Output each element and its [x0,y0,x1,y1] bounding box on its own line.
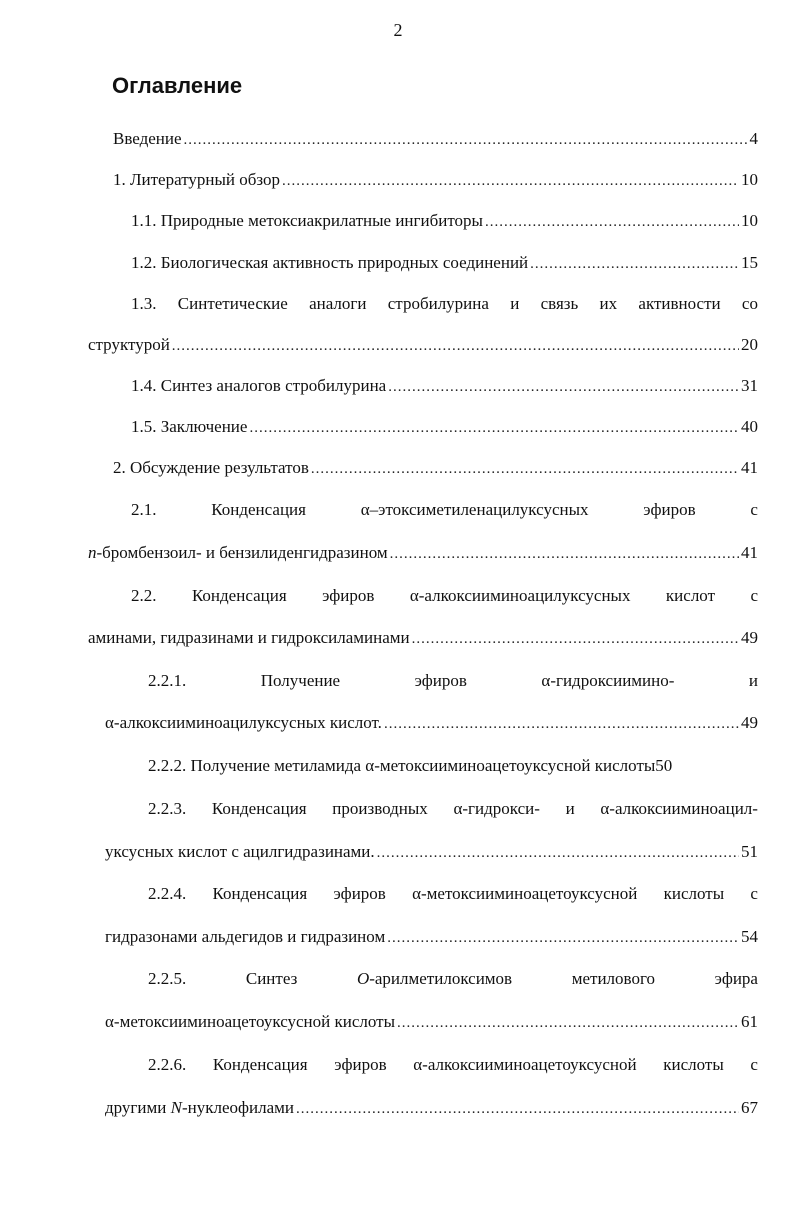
toc-entry-2-2-1-line2[interactable] [105,711,758,735]
toc-entry-2-2-5-line1[interactable] [148,967,758,991]
toc-word: α-алкоксииминоацилуксусных [409,586,631,605]
toc-word: эфиров [643,500,696,519]
toc-italic-prefix: N [170,1098,182,1117]
toc-leader-dots [397,1011,739,1035]
toc-word: 2.1. [131,500,157,519]
toc-word: и [510,294,520,313]
toc-word: 2.2. [131,586,157,605]
toc-entry-2[interactable] [113,456,758,480]
toc-word: α–этоксиметиленацилуксусных [360,500,589,519]
toc-entry-1-3-line2[interactable] [88,333,758,357]
toc-label-text: другими [105,1098,171,1117]
toc-entry-label: α-алкоксииминоацилуксусных кислот. [105,713,382,732]
toc-italic-prefix: О [356,969,370,988]
toc-word: Синтез [245,969,298,988]
toc-word: активности [638,294,721,313]
toc-entry-2-2-1-line1[interactable] [148,669,758,693]
toc-entry-2-2-6-line2[interactable] [105,1096,758,1120]
toc-word: эфиров [322,586,375,605]
toc-entry-label: 1. Литературный обзор [113,170,281,189]
toc-entry-2-2-5-line2[interactable] [105,1010,758,1034]
page-number: 2 [393,20,403,40]
toc-entry-page: 41 [741,543,758,562]
toc-word: эфиров [334,1055,387,1074]
toc-word: аналоги [309,294,367,313]
toc-entry-page: 51 [741,842,758,861]
toc-entry-1-2[interactable] [131,251,758,275]
toc-leader-dots [296,1097,739,1121]
toc-leader-dots [485,210,739,234]
toc-label-text: -арилметилоксимов [369,969,513,988]
toc-leader-dots [377,841,739,865]
toc-word: со [741,294,758,313]
toc-entry-page: 67 [741,1098,758,1117]
toc-entry-2-2-3-line2[interactable] [105,840,758,864]
toc-leader-dots [384,712,739,736]
toc-word: Конденсация [211,799,307,818]
toc-word: Получение [260,671,341,690]
toc-entry-1-5[interactable] [131,415,758,439]
toc-label-text: -нуклеофилами [181,1098,294,1117]
toc-entry-2-2-line1[interactable] [131,584,758,608]
toc-word: α-алкоксииминоацил- [600,799,758,818]
toc-entry-label [88,541,388,565]
toc-leader-dots [311,457,739,481]
toc-entry-2-1-line1[interactable] [131,498,758,522]
toc-entry-label: 1.1. Природные метоксиакрилатные ингибиторы [131,211,483,230]
toc-entry-page: 31 [741,376,758,395]
toc-word: их [599,294,618,313]
toc-entry-page: 49 [741,713,758,732]
toc-entry-2-2-line2[interactable] [88,626,758,650]
toc-word: Конденсация [212,1055,308,1074]
toc-word: α-гидроксиимино- [541,671,675,690]
toc-leader-dots [249,416,739,440]
toc-entry-page: 20 [741,335,758,354]
toc-leader-dots [388,375,739,399]
toc-leader-dots [530,252,739,276]
toc-leader-dots [412,627,739,651]
toc-entry-label: 2. Обсуждение результатов [113,458,309,477]
toc-word: 2.2.3. [148,799,187,818]
toc-word: эфира [714,969,758,988]
toc-leader-dots [184,128,748,152]
toc-entry-page: 54 [741,927,758,946]
toc-word: стробилурина [387,294,489,313]
toc-entry-page: 41 [741,458,758,477]
toc-label-text: -бромбензоил- и бензилиденгидразином [96,543,388,562]
toc-word: связь [540,294,579,313]
toc-entry-1-1[interactable] [131,209,758,233]
toc-entry-2-2-6-line1[interactable] [148,1053,758,1077]
toc-word: эфиров [414,671,467,690]
toc-word: α-алкоксииминоацетоуксусной [413,1055,637,1074]
toc-entry-label: 1.4. Синтез аналогов стробилурина [131,376,387,395]
toc-entry-label: 1.5. Заключение [131,417,248,436]
toc-entry-label: 2.2.2. Получение метиламида α-метоксииминоацетоуксусной кислоты50 [148,756,673,775]
toc-word: α-гидрокси- [453,799,540,818]
toc-leader-dots [387,926,739,950]
toc-entry-page: 10 [741,170,758,189]
toc-entry-label: уксусных кислот с ацилгидразинами. [105,842,375,861]
toc-entry-label [105,1096,294,1120]
toc-word: 2.2.6. [148,1055,187,1074]
toc-word: кислоты [663,1055,724,1074]
toc-word: 1.3. [131,294,157,313]
toc-entry-label: аминами, гидразинами и гидроксиламинами [88,628,410,647]
toc-word: эфиров [333,884,386,903]
toc-word: Конденсация [212,884,308,903]
toc-word: с [750,500,758,519]
toc-entry-page: 49 [741,628,758,647]
toc-entry-2-2-4-line2[interactable] [105,925,758,949]
toc-word [357,967,512,991]
toc-word: с [750,586,758,605]
toc-entry-2-2-2[interactable] [148,754,672,778]
toc-entry-label: 1.2. Биологическая активность природных соединений [131,253,529,272]
toc-entry-page: 40 [741,417,758,436]
toc-word: кислоты [663,884,725,903]
toc-entry-introduction[interactable] [113,127,758,151]
toc-heading: Оглавление [112,73,243,98]
toc-entry-2-1-line2[interactable] [88,541,758,565]
toc-entry-1[interactable] [113,168,758,192]
toc-entry-page: 61 [741,1012,758,1031]
toc-entry-page: 10 [741,211,758,230]
toc-leader-dots [172,334,739,358]
toc-leader-dots [390,542,739,566]
toc-word: 2.2.1. [148,671,187,690]
toc-entry-label: структурой [88,335,170,354]
toc-word: с [750,1055,758,1074]
toc-word: с [750,884,758,903]
toc-word: 2.2.4. [148,884,187,903]
toc-word: α-метоксииминоацетоуксусной [412,884,638,903]
toc-entry-2-2-4-line1[interactable] [148,882,758,906]
toc-leader-dots [282,169,739,193]
toc-word: Конденсация [191,586,287,605]
toc-word: и [565,799,575,818]
toc-entry-1-3-line1[interactable] [131,292,758,316]
toc-word: Синтетические [177,294,288,313]
toc-entry-page: 4 [749,129,758,148]
toc-entry-label: гидразонами альдегидов и гидразином [105,927,386,946]
toc-word: Конденсация [211,500,306,519]
toc-entry-label: Введение [113,129,182,148]
toc-word: метилового [571,969,655,988]
toc-entry-1-4[interactable] [131,374,758,398]
toc-word: 2.2.5. [148,969,187,988]
toc-word: производных [332,799,428,818]
toc-entry-page: 15 [741,253,758,272]
toc-italic-prefix: п [88,543,97,562]
toc-word: кислот [665,586,716,605]
toc-entry-2-2-3-line1[interactable] [148,797,758,821]
toc-word: и [748,671,758,690]
toc-entry-label: α-метоксииминоацетоуксусной кислоты [105,1012,396,1031]
